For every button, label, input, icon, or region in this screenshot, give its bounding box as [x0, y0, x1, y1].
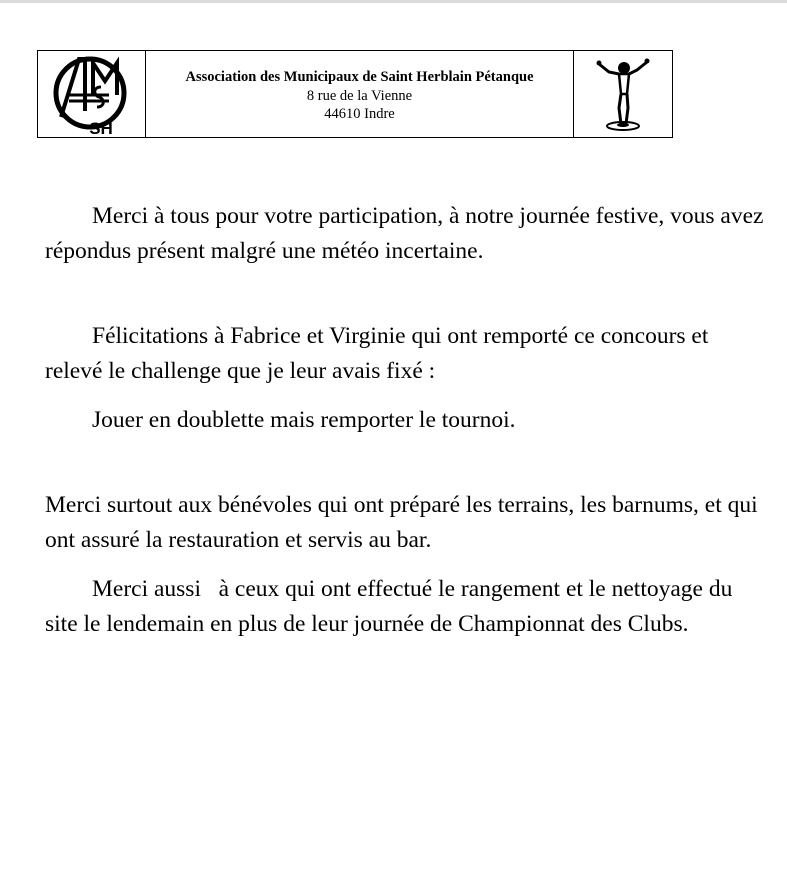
paragraph-thanks: Merci à tous pour votre participation, à notre journée festive, vous avez répondus présent malgré une météo incertaine. — [45, 203, 764, 264]
organization-name: Association des Municipaux de Saint Herblain Pétanque — [185, 68, 534, 85]
club-logo-icon — [49, 51, 135, 137]
address-street: 8 rue de la Vienne — [306, 87, 413, 104]
petanque-player-icon — [595, 54, 651, 134]
logo-cell — [38, 51, 146, 137]
address-city: 44610 Indre — [324, 105, 395, 122]
logo-letters: SH — [88, 119, 113, 137]
paragraph-cleanup: Merci aussi à ceux qui ont effectué le rangement et le nettoyage du site le lendemain en plus de leur journée de Championnat des Clubs. — [45, 576, 739, 637]
paragraph-congratulations: Félicitations à Fabrice et Virginie qui ont remporté ce concours et relevé le challenge que je leur avais fixé : — [45, 323, 709, 384]
paragraph-challenge: Jouer en doublette mais remporter le tournoi. — [92, 407, 516, 433]
player-cell — [574, 51, 672, 137]
letterhead — [37, 50, 673, 138]
top-border — [0, 0, 787, 3]
organization-block — [146, 51, 574, 137]
paragraph-volunteers: Merci surtout aux bénévoles qui ont préparé les terrains, les barnums, et qui ont assuré la restauration et servis au bar. — [45, 492, 758, 553]
letter-body — [45, 199, 765, 642]
